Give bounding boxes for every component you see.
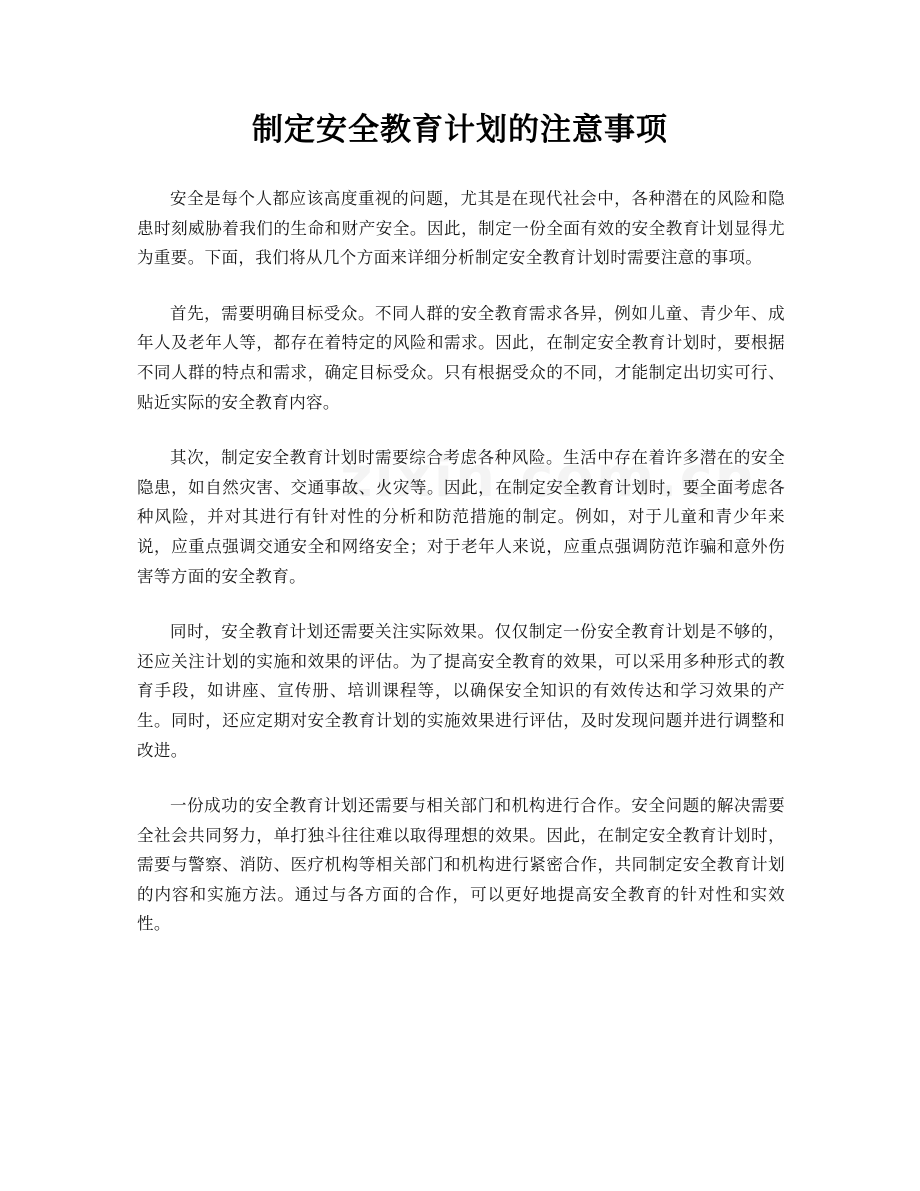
paragraph-risks: 其次，制定安全教育计划时需要综合考虑各种风险。生活中存在着许多潜在的安全隐患，如自然灾害、交通事故、火灾等。因此，在制定安全教育计划时，要全面考虑各种风险，并对其进行有针对性的分析和防范措施的制定。例如，对于儿童和青少年来说，应重点强调交通安全和网络安全；对于老年人来说，应重点强调防范诈骗和意外伤害等方面的安全教育。 xyxy=(137,448,785,586)
paragraph-effectiveness: 同时，安全教育计划还需要关注实际效果。仅仅制定一份安全教育计划是不够的，还应关注计划的实施和效果的评估。为了提高安全教育的效果，可以采用多种形式的教育手段，如讲座、宣传册、培训课程等，以确保安全知识的有效传达和学习效果的产生。同时，还应定期对安全教育计划的实施效果进行评估，及时发现问题并进行调整和改进。 xyxy=(137,622,785,760)
document-body xyxy=(137,184,785,965)
paragraph-intro: 安全是每个人都应该高度重视的问题，尤其是在现代社会中，各种潜在的风险和隐患时刻威胁着我们的生命和财产安全。因此，制定一份全面有效的安全教育计划显得尤为重要。下面，我们将从几个方面来详细分析制定安全教育计划时需要注意的事项。 xyxy=(137,189,785,268)
document-title: 制定安全教育计划的注意事项 xyxy=(252,112,668,148)
paragraph-cooperation: 一份成功的安全教育计划还需要与相关部门和机构进行合作。安全问题的解决需要全社会共同努力，单打独斗往往难以取得理想的效果。因此，在制定安全教育计划时，需要与警察、消防、医疗机构等相关部门和机构进行紧密合作，共同制定安全教育计划的内容和实施方法。通过与各方面的合作，可以更好地提高安全教育的针对性和实效性。 xyxy=(137,796,785,934)
paragraph-target-audience: 首先，需要明确目标受众。不同人群的安全教育需求各异，例如儿童、青少年、成年人及老年人等，都存在着特定的风险和需求。因此，在制定安全教育计划时，要根据不同人群的特点和需求，确定目标受众。只有根据受众的不同，才能制定出切实可行、贴近实际的安全教育内容。 xyxy=(137,303,785,412)
